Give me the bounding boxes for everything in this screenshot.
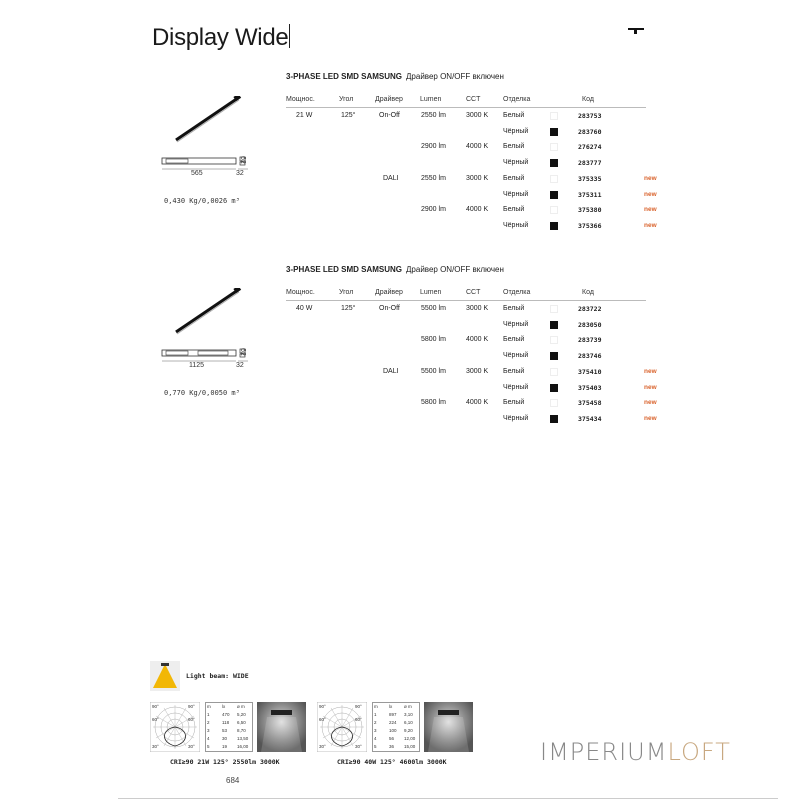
light-photo: [424, 702, 473, 752]
finish-swatch: [550, 336, 558, 344]
header-divider: [286, 300, 646, 301]
lux-table-cell: 4: [374, 736, 377, 741]
lux-table-cell: 13,50: [237, 736, 249, 741]
cct-value: 3000 K: [466, 112, 489, 119]
section-heading-sub: Драйвер ON/OFF включен: [406, 72, 504, 81]
lux-table-cell: 897: [389, 712, 397, 717]
column-header: CCT: [466, 289, 481, 296]
polar-angle-label: 30°: [188, 744, 195, 749]
finish-value: Чёрный: [503, 221, 529, 229]
polar-angle-label: 30°: [355, 744, 362, 749]
dimension-width: 32: [236, 170, 244, 177]
finish-value: Чёрный: [503, 383, 529, 391]
finish-value: Белый: [503, 174, 525, 182]
section-heading: [286, 265, 504, 274]
polar-angle-label: 60°: [319, 717, 326, 722]
cct-value: 4000 K: [466, 399, 489, 407]
finish-swatch: [550, 206, 558, 214]
lux-table-cell: 2: [207, 720, 210, 725]
lux-table-cell: 16,00: [237, 744, 249, 749]
finish-value: Белый: [503, 305, 525, 312]
header-divider: [286, 107, 646, 108]
finish-value: Белый: [503, 206, 525, 214]
brand-logo: IMPERIUMLOFT: [540, 738, 731, 766]
lux-table-cell: 224: [389, 720, 397, 725]
column-header: Мощнос.: [286, 289, 315, 296]
finish-value: Белый: [503, 336, 525, 344]
product-code: 375311: [578, 190, 602, 199]
finish-swatch: [550, 143, 558, 151]
dimension-length: 565: [191, 170, 203, 177]
dimension-height: 62: [239, 348, 246, 356]
polar-angle-label: 60°: [188, 717, 195, 722]
footer-divider: [118, 798, 778, 799]
angle-value: 125°: [341, 305, 356, 312]
column-header: Отделка: [503, 96, 531, 103]
lux-table-cell: 5: [374, 744, 377, 749]
polar-angle-label: 90°: [152, 704, 159, 709]
finish-swatch: [550, 384, 558, 392]
weight-volume: 0,770 Kg/0,0050 m³: [164, 389, 240, 397]
lux-table-cell: 30: [222, 736, 228, 741]
angle-value: 125°: [341, 112, 356, 119]
product-code: 375458: [578, 399, 602, 408]
finish-value: Белый: [503, 399, 525, 407]
column-header: Код: [582, 96, 594, 103]
finish-value: Белый: [503, 143, 525, 151]
power-value: 21 W: [296, 112, 313, 119]
dimension-length: 1125: [189, 362, 205, 369]
product-code: 375410: [578, 367, 602, 376]
lumen-value: 2900 lm: [421, 206, 446, 214]
polar-angle-label: 90°: [188, 704, 195, 709]
new-badge: new: [644, 399, 657, 407]
finish-value: Белый: [503, 112, 525, 119]
lux-table-cell: 9,20: [404, 728, 413, 733]
lux-table-cell: 2: [374, 720, 377, 725]
lux-table-header: m: [207, 704, 211, 709]
polar-angle-label: 30°: [319, 744, 326, 749]
cct-value: 4000 K: [466, 206, 489, 214]
lux-table-header: m: [374, 704, 378, 709]
light-beam-label: Light beam: WIDE: [186, 672, 249, 680]
cct-value: 3000 K: [466, 174, 489, 182]
polar-angle-label: 90°: [355, 704, 362, 709]
finish-swatch: [550, 415, 558, 423]
lumen-value: 5500 lm: [421, 367, 446, 375]
section-heading-sub: Драйвер ON/OFF включен: [406, 265, 504, 274]
section-heading: [286, 72, 504, 81]
finish-value: Чёрный: [503, 190, 529, 198]
lumen-value: 5500 lm: [421, 305, 446, 312]
lumen-value: 5800 lm: [421, 399, 446, 407]
driver-value: On-Off: [379, 305, 400, 312]
product-code: 283050: [578, 320, 602, 329]
column-header: CCT: [466, 96, 481, 103]
page-number: 684: [226, 776, 240, 785]
lux-table-cell: 1: [207, 712, 210, 717]
product-drawing: [160, 96, 270, 226]
lumen-value: 5800 lm: [421, 336, 446, 344]
product-code: 283777: [578, 159, 602, 168]
new-badge: new: [644, 206, 657, 214]
cct-value: 3000 K: [466, 367, 489, 375]
finish-value: Чёрный: [503, 352, 529, 360]
lux-table-cell: 12,00: [404, 736, 416, 741]
new-badge: new: [644, 221, 657, 229]
lux-table-cell: 470: [222, 712, 230, 717]
product-code: 375380: [578, 206, 602, 215]
lux-table-cell: 100: [389, 728, 397, 733]
finish-swatch: [550, 112, 558, 120]
light-beam-icon: [150, 661, 180, 691]
finish-swatch: [550, 222, 558, 230]
lux-table-cell: 5: [207, 744, 210, 749]
finish-swatch: [550, 191, 558, 199]
lumen-value: 2900 lm: [421, 143, 446, 151]
corner-mark-icon: [628, 28, 644, 34]
finish-swatch: [550, 352, 558, 360]
finish-value: Чёрный: [503, 414, 529, 422]
finish-swatch: [550, 175, 558, 183]
finish-swatch: [550, 159, 558, 167]
product-code: 283760: [578, 127, 602, 136]
cct-value: 4000 K: [466, 336, 489, 344]
polar-angle-label: 60°: [355, 717, 362, 722]
column-header: Угол: [339, 289, 354, 296]
finish-value: Чёрный: [503, 159, 529, 167]
lux-table-cell: 36: [389, 744, 395, 749]
new-badge: new: [644, 174, 657, 182]
lux-table-cell: 1: [374, 712, 377, 717]
photometry-caption: CRI≥90 40W 125° 4600lm 3000K: [337, 758, 447, 766]
lux-table-cell: 56: [389, 736, 395, 741]
lux-table-cell: 3: [207, 728, 210, 733]
column-header: Мощнос.: [286, 96, 315, 103]
driver-value: On-Off: [379, 112, 400, 119]
new-badge: new: [644, 414, 657, 422]
dimension-width: 32: [236, 362, 244, 369]
column-header: Драйвер: [375, 289, 403, 296]
column-header: Lumen: [420, 289, 442, 296]
lux-table-cell: 19: [222, 744, 228, 749]
lux-table-cell: 6,10: [404, 720, 413, 725]
lumen-value: 2550 lm: [421, 112, 446, 119]
finish-value: Чёрный: [503, 127, 529, 135]
column-header: Lumen: [420, 96, 442, 103]
polar-angle-label: 60°: [152, 717, 159, 722]
product-code: 375366: [578, 221, 602, 230]
lumen-value: 2550 lm: [421, 174, 446, 182]
lux-table-cell: 4: [207, 736, 210, 741]
product-code: 375434: [578, 414, 602, 423]
product-code: 283739: [578, 336, 602, 345]
product-code: 283746: [578, 352, 602, 361]
lux-table-cell: 8,70: [237, 728, 246, 733]
lux-table-header: lx: [389, 704, 393, 709]
product-drawing: [160, 288, 270, 418]
power-value: 40 W: [296, 305, 313, 312]
product-code: 375335: [578, 174, 602, 183]
product-code: 375403: [578, 383, 602, 392]
product-code: 283722: [578, 305, 602, 313]
lux-table-cell: 3: [374, 728, 377, 733]
new-badge: new: [644, 383, 657, 391]
page-title: Display Wide: [152, 24, 289, 51]
lux-table-header: lx: [222, 704, 226, 709]
new-badge: new: [644, 190, 657, 198]
lux-table-cell: 15,00: [404, 744, 416, 749]
finish-swatch: [550, 305, 558, 313]
lux-table-cell: 3,10: [404, 712, 413, 717]
finish-swatch: [550, 399, 558, 407]
cct-value: 3000 K: [466, 305, 489, 312]
section-heading-main: 3-PHASE LED SMD SAMSUNG: [286, 265, 403, 274]
cct-value: 4000 K: [466, 143, 489, 151]
lux-table-cell: 6,50: [237, 720, 246, 725]
lux-table-header: ø m: [404, 704, 412, 709]
finish-swatch: [550, 321, 558, 329]
finish-value: Чёрный: [503, 320, 529, 328]
photometry-caption: CRI≥90 21W 125° 2550lm 3000K: [170, 758, 280, 766]
finish-swatch: [550, 128, 558, 136]
finish-value: Белый: [503, 367, 525, 375]
lux-table-cell: 5,20: [237, 712, 246, 717]
dimension-height: 62: [239, 156, 246, 164]
polar-angle-label: 30°: [152, 744, 159, 749]
light-photo: [257, 702, 306, 752]
driver-value: DALI: [383, 174, 399, 182]
product-code: 283753: [578, 112, 602, 120]
product-code: 276274: [578, 143, 602, 152]
polar-angle-label: 90°: [319, 704, 326, 709]
weight-volume: 0,430 Kg/0,0026 m³: [164, 197, 240, 205]
column-header: Отделка: [503, 289, 531, 296]
section-heading-main: 3-PHASE LED SMD SAMSUNG: [286, 72, 403, 81]
new-badge: new: [644, 367, 657, 375]
lux-table-header: ø m: [237, 704, 245, 709]
driver-value: DALI: [383, 367, 399, 375]
column-header: Код: [582, 289, 594, 296]
column-header: Угол: [339, 96, 354, 103]
lux-table-cell: 53: [222, 728, 228, 733]
finish-swatch: [550, 368, 558, 376]
column-header: Драйвер: [375, 96, 403, 103]
lux-table-cell: 118: [222, 720, 230, 725]
